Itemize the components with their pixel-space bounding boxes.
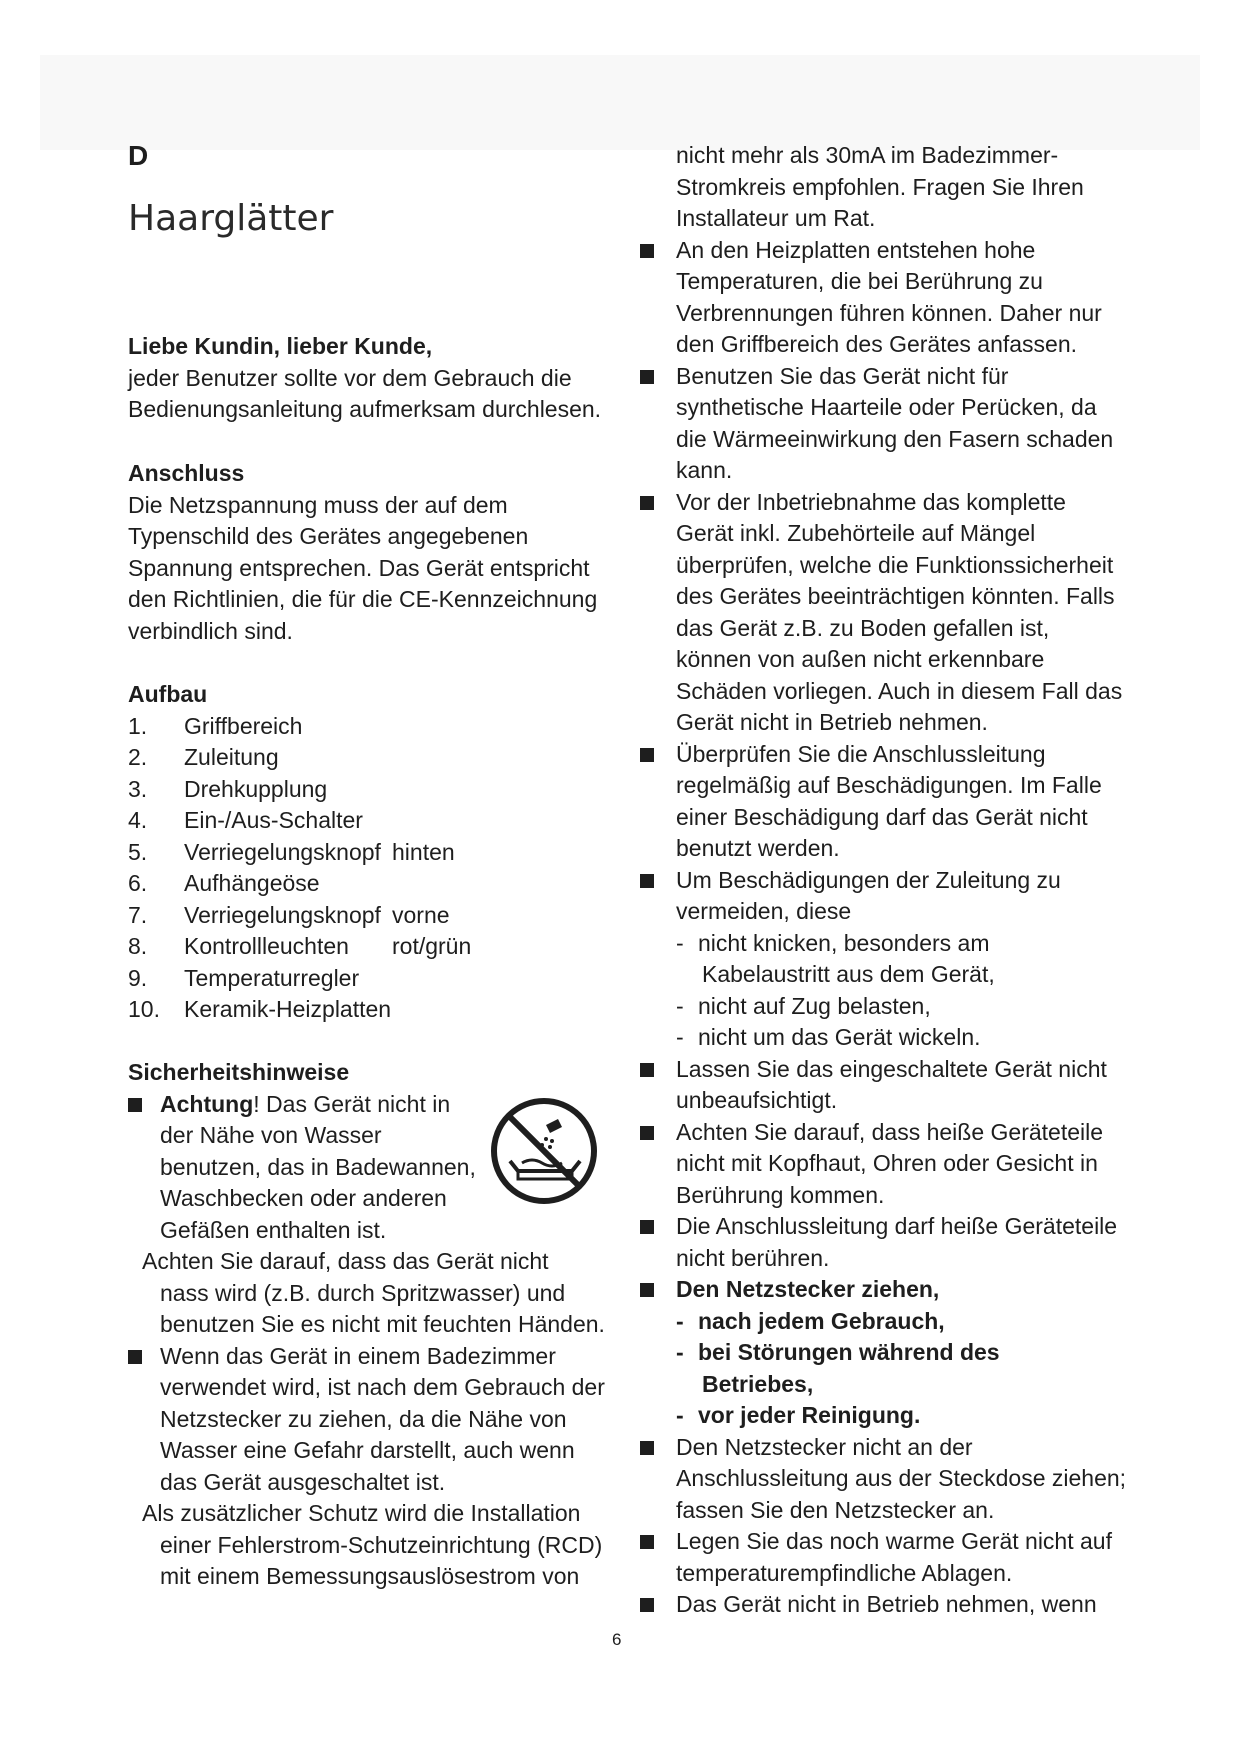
anschluss-line: den Richtlinien, die für die CE-Kennzeichnung <box>128 586 598 612</box>
sicherheit-heading: Sicherheitshinweise <box>128 1059 350 1085</box>
text-line: Kabelaustritt aus dem Gerät, <box>702 961 995 987</box>
text-line: Stromkreis empfohlen. Fragen Sie Ihren <box>676 173 1084 200</box>
list-item: 5. Verriegelungsknopf hinten <box>128 838 455 865</box>
text-line: Netzstecker zu ziehen, da die Nähe von <box>160 1405 567 1432</box>
list-item: 8. Kontrollleuchten rot/grün <box>128 933 472 959</box>
anschlussleitung-bullet: Überprüfen Sie die Anschlussleitung <box>640 739 1160 771</box>
aufbau-heading: Aufbau <box>128 681 208 707</box>
nicht-in-betrieb-bullet: Das Gerät nicht in Betrieb nehmen, wenn <box>640 1589 1160 1621</box>
dash-item: - nicht knicken, besonders am <box>676 929 990 956</box>
netzstecker-ziehen-bullet: Den Netzstecker ziehen, <box>640 1274 1160 1306</box>
anschluss-line: Spannung entsprechen. Das Gerät entspricht <box>128 554 590 581</box>
anschluss-section <box>128 458 608 647</box>
text-line: unbeaufsichtigt. <box>676 1087 838 1113</box>
synthetisch-bullet: Benutzen Sie das Gerät nicht für <box>640 361 1160 393</box>
zuleitung-bullet: Um Beschädigungen der Zuleitung zu <box>640 865 1160 897</box>
intro-line: Bedienungsanleitung aufmerksam durchlesen. <box>128 396 602 422</box>
page-title: Haarglätter <box>128 198 334 239</box>
list-item: 3. Drehkupplung <box>128 775 328 802</box>
text-line: Temperaturen, die bei Berührung zu <box>676 268 1043 294</box>
text-line: überprüfen, welche die Funktionssicherheit <box>676 551 1114 578</box>
dash-item: - nicht um das Gerät wickeln. <box>676 1024 981 1050</box>
text-line: das Gerät ausgeschaltet ist. <box>160 1468 446 1495</box>
anschluss-line: Die Netzspannung muss der auf dem <box>128 491 508 518</box>
text-line: synthetische Haarteile oder Perücken, da <box>676 394 1097 420</box>
text-line: können von außen nicht erkennbare <box>676 646 1045 672</box>
text-line: benutzen Sie es nicht mit feuchten Händen. <box>160 1311 605 1337</box>
anschluss-line: Typenschild des Gerätes angegebenen <box>128 523 529 549</box>
right-column <box>640 140 1160 1621</box>
list-item: 6. Aufhängeöse <box>128 870 320 896</box>
anschluss-line: verbindlich sind. <box>128 617 293 644</box>
intro-section <box>128 331 608 426</box>
list-item: 10. Keramik-Heizplatten <box>128 996 392 1022</box>
heizplatten-bullet: An den Heizplatten entstehen hohe <box>640 235 1160 267</box>
list-item: 9. Temperaturregler <box>128 964 360 991</box>
dash-item: - vor jeder Reinigung. <box>676 1402 921 1428</box>
text-line: Achten Sie darauf, dass das Gerät nicht <box>142 1248 549 1274</box>
text-line: vermeiden, diese <box>676 898 852 924</box>
text-line: den Griffbereich des Gerätes anfassen. <box>676 331 1078 357</box>
text-line: Gerät nicht in Betrieb nehmen. <box>676 709 988 735</box>
heisse-teile-bullet: Achten Sie darauf, dass heiße Geräteteile <box>640 1117 1160 1149</box>
text-line: nass wird (z.B. durch Spritzwasser) und <box>160 1279 566 1306</box>
text-line: einer Fehlerstrom-Schutzeinrichtung (RCD) <box>160 1531 603 1558</box>
text-line: der Nähe von Wasser <box>160 1122 382 1148</box>
text-line: nicht mehr als 30mA im Badezimmer- <box>676 142 1059 168</box>
text-line: Betriebes, <box>702 1370 814 1397</box>
no-water-bathtub-icon <box>488 1095 600 1207</box>
list-item: 2. Zuleitung <box>128 744 279 770</box>
achtung-bullet: Achtung! Das Gerät nicht in <box>128 1089 608 1121</box>
text-line: Als zusätzlicher Schutz wird die Installation <box>142 1500 581 1526</box>
text-line: temperaturempfindliche Ablagen. <box>676 1559 1013 1586</box>
intro-line: jeder Benutzer sollte vor dem Gebrauch die <box>128 364 572 391</box>
language-code: D <box>128 140 150 171</box>
text-line: Anschlussleitung aus der Steckdose ziehen; <box>676 1465 1127 1491</box>
steckdose-bullet: Den Netzstecker nicht an der <box>640 1432 1160 1464</box>
text-line: Wasser eine Gefahr darstellt, auch wenn <box>160 1437 575 1463</box>
text-line: das Gerät z.B. zu Boden gefallen ist, <box>676 614 1050 641</box>
text-line: fassen Sie den Netzstecker an. <box>676 1496 995 1523</box>
text-line: Verbrennungen führen können. Daher nur <box>676 299 1102 326</box>
text-line: Gerät inkl. Zubehörteile auf Mängel <box>676 520 1036 546</box>
dash-item: - bei Störungen während des <box>676 1339 1000 1365</box>
dash-item: - nicht auf Zug belasten, <box>676 992 931 1019</box>
text-line: nicht mit Kopfhaut, Ohren oder Gesicht in <box>676 1150 1098 1176</box>
list-item: 1. Griffbereich <box>128 712 303 739</box>
anschluss-heading: Anschluss <box>128 460 245 486</box>
text-line: Waschbecken oder anderen <box>160 1185 447 1211</box>
text-line: regelmäßig auf Beschädigungen. Im Falle <box>676 772 1102 798</box>
text-line: verwendet wird, ist nach dem Gebrauch der <box>160 1374 605 1400</box>
text-line: nicht berühren. <box>676 1244 830 1271</box>
anschlussleitung-heiss-bullet: Die Anschlussleitung darf heiße Geräteteile <box>640 1211 1160 1243</box>
list-item: 7. Verriegelungsknopf vorne <box>128 901 450 928</box>
dash-item: - nach jedem Gebrauch, <box>676 1307 945 1334</box>
badezimmer-bullet: Wenn das Gerät in einem Badezimmer <box>128 1341 608 1373</box>
text-line: Berührung kommen. <box>676 1181 885 1208</box>
text-line: die Wärmeeinwirkung den Fasern schaden <box>676 425 1114 452</box>
inbetriebnahme-bullet: Vor der Inbetriebnahme das komplette <box>640 487 1160 519</box>
text-line: Schäden vorliegen. Auch in diesem Fall das <box>676 677 1123 704</box>
unbeaufsichtigt-bullet: Lassen Sie das eingeschaltete Gerät nicht <box>640 1054 1160 1086</box>
list-item: 4. Ein-/Aus-Schalter <box>128 807 363 833</box>
text-line: Installateur um Rat. <box>676 205 876 231</box>
text-line: Gefäßen enthalten ist. <box>160 1216 387 1243</box>
aufbau-section <box>128 679 608 1026</box>
greeting: Liebe Kundin, lieber Kunde, <box>128 333 433 359</box>
warmes-geraet-bullet: Legen Sie das noch warme Gerät nicht auf <box>640 1526 1160 1558</box>
page-header-tint <box>40 55 1200 150</box>
text-line: des Gerätes beeinträchtigen könnten. Falls <box>676 583 1115 609</box>
text-line: kann. <box>676 457 733 483</box>
text-line: mit einem Bemessungsauslösestrom von <box>160 1563 580 1589</box>
text-line: benutzt werden. <box>676 835 840 861</box>
page-number: 6 <box>612 1630 622 1649</box>
text-line: einer Beschädigung darf das Gerät nicht <box>676 803 1088 830</box>
text-line: benutzen, das in Badewannen, <box>160 1153 476 1180</box>
